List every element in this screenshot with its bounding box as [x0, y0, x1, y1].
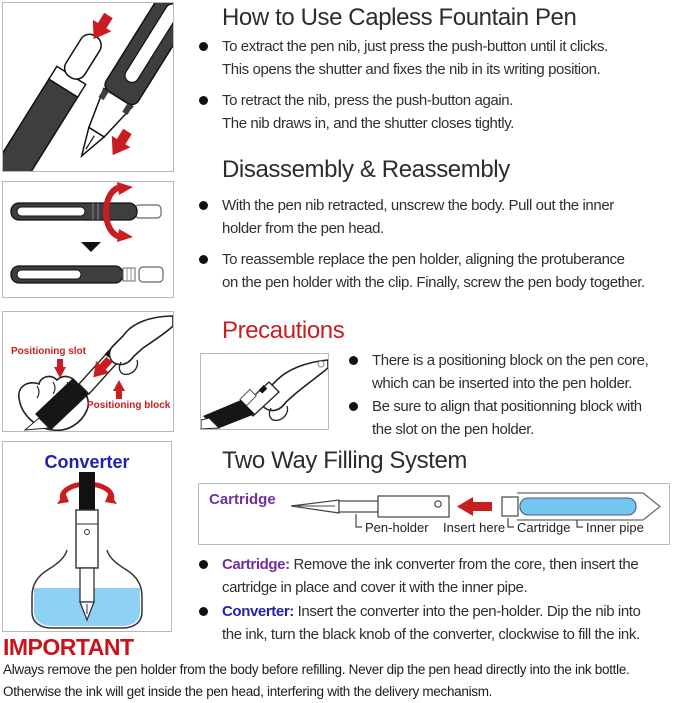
filling-title: Two Way Filling System [222, 447, 468, 474]
push-button-illustration [2, 2, 174, 172]
cartridge-part-label: Cartridge [517, 520, 571, 535]
inner-pipe-label: Inner pipe [586, 520, 644, 535]
precautions-title: Precautions [222, 317, 345, 344]
bullet-line: With the pen nib retracted, unscrew the body. Pull out the inner [222, 197, 614, 214]
precaution-drawing [201, 354, 328, 429]
converter-lead: Converter: [222, 603, 294, 620]
converter-label: Converter [44, 452, 130, 472]
slot-arrow-icon [54, 359, 66, 378]
pen-unscrewed [11, 266, 163, 283]
positioning-slot-label: Positioning slot [11, 346, 86, 357]
cartridge-diagram-label: Cartridge [209, 491, 276, 508]
pen-holder-part [291, 496, 449, 517]
important-title: IMPORTANT [3, 634, 134, 660]
bullet-line: Remove the ink converter from the core, then insert the [293, 556, 639, 573]
bullet-dot [349, 402, 358, 411]
bullet-line: To retract the nib, press the push-button again. [222, 92, 513, 109]
bullet-dot [199, 255, 208, 264]
cartridge-lead: Cartridge: [222, 556, 290, 573]
cartridge-bullet [222, 553, 638, 599]
precautions-bullet-2 [372, 395, 642, 441]
bullet-line: There is a positioning block on the pen core, [372, 352, 649, 369]
bullet-dot [199, 42, 208, 51]
cartridge-part [502, 497, 636, 516]
disassembly-bullet-2 [222, 248, 645, 294]
bullet-line: Be sure to align that positionning block with [372, 398, 642, 415]
bullet-line: Insert the converter into the pen-holder. Dip the nib into [297, 603, 641, 620]
bullet-line: the ink, turn the black knob of the converter, clockwise to fill the ink. [222, 626, 640, 643]
cartridge-diagram-drawing [199, 484, 669, 544]
cartridge-diagram [198, 483, 670, 545]
bullet-line: on the pen holder with the clip. Finally, screw the pen body together. [222, 274, 645, 291]
unscrew-illustration [2, 181, 174, 298]
bullet-dot [199, 560, 208, 569]
bullet-line: which can be inserted into the pen holder. [372, 375, 633, 392]
bullet-line: The nib draws in, and the shutter closes tightly. [222, 115, 514, 132]
precautions-bullet-1 [372, 349, 648, 395]
disassembly-bullet-1 [222, 194, 614, 240]
positioning-drawing [3, 312, 173, 431]
unscrew-drawing [3, 182, 173, 297]
bullet-line: To reassemble replace the pen holder, aligning the protuberance [222, 251, 625, 268]
block-arrow-icon [113, 380, 125, 399]
step-arrow-icon [81, 242, 101, 252]
bullet-dot [199, 96, 208, 105]
bullet-line: the slot on the pen holder. [372, 421, 534, 438]
important-line-1: Always remove the pen holder from the body before refilling. Never dip the pen head directly into the ink bottle. [3, 662, 630, 677]
how-to-use-title: How to Use Capless Fountain Pen [222, 4, 577, 31]
pen-holder-label: Pen-holder [365, 520, 429, 535]
bullet-line: This opens the shutter and fixes the nib in its writing position. [222, 61, 601, 78]
bullet-dot [199, 607, 208, 616]
pen-assembled [11, 203, 161, 220]
bullet-dot [349, 356, 358, 365]
disassembly-title: Disassembly & Reassembly [222, 156, 510, 183]
how-to-use-bullet-1 [222, 35, 608, 81]
converter-bullet [222, 600, 641, 646]
positioning-illustration [2, 311, 174, 432]
bullet-line: cartridge in place and cover it with the inner pipe. [222, 579, 528, 596]
how-to-use-bullet-2 [222, 89, 514, 135]
insert-here-label: Insert here [443, 520, 506, 535]
pen-button-end [3, 27, 110, 171]
push-button-drawing [3, 3, 173, 171]
precaution-illustration [200, 353, 329, 430]
bullet-dot [199, 201, 208, 210]
bullet-line: holder from the pen head. [222, 220, 384, 237]
bullet-line: To extract the pen nib, just press the push-button until it clicks. [222, 38, 608, 55]
converter-drawing [3, 442, 171, 631]
insert-arrow-icon [457, 497, 492, 516]
positioning-block-label: Positioning block [87, 400, 171, 411]
right-hand [110, 316, 173, 365]
converter-illustration [2, 441, 172, 632]
important-line-2: Otherwise the ink will get inside the pen head, interfering with the delivery mechanism. [3, 684, 493, 699]
